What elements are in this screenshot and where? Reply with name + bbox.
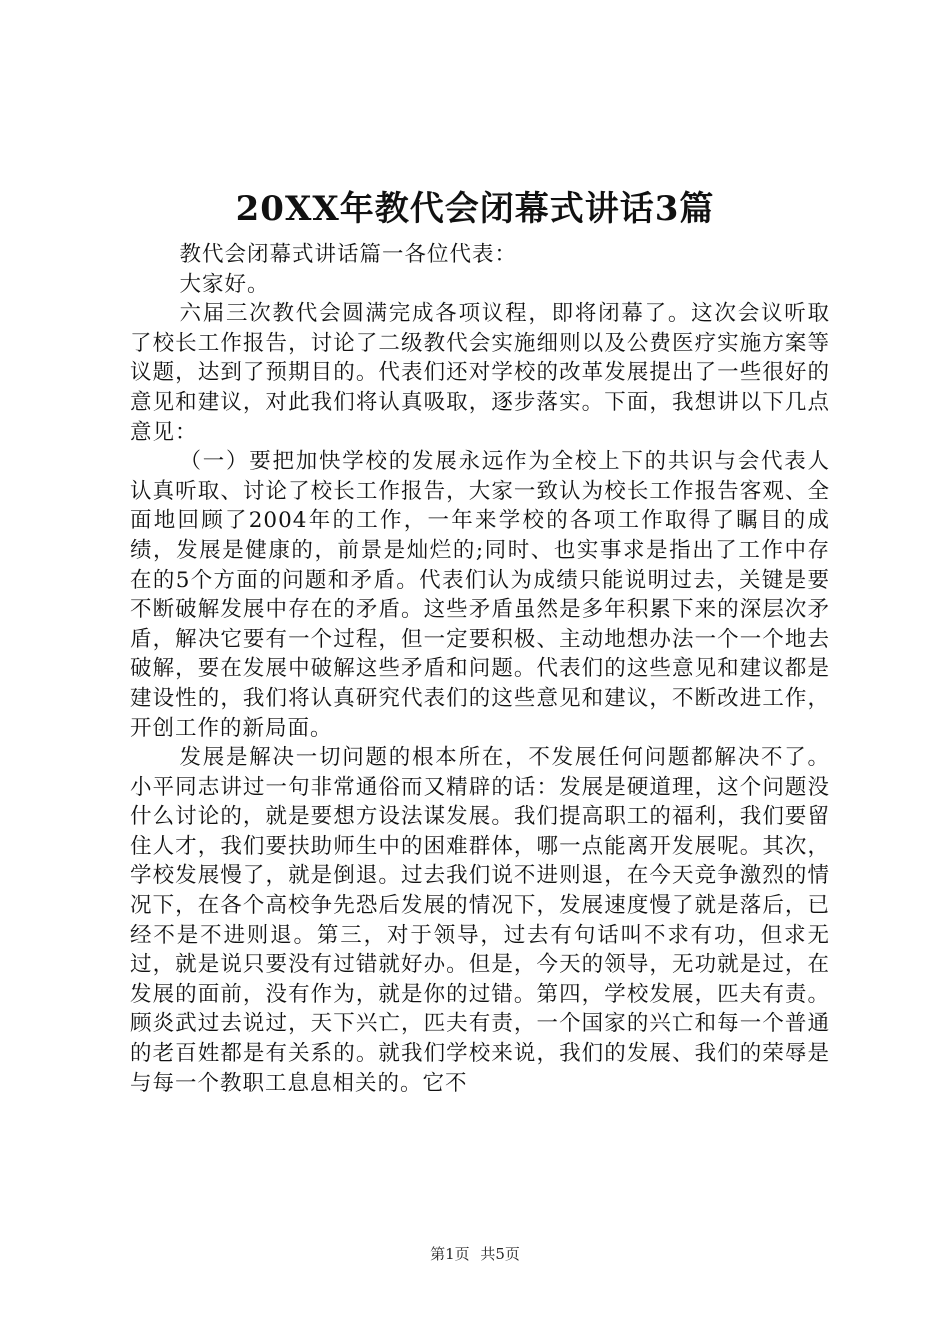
paragraph: （一）要把加快学校的发展永远作为全校上下的共识与会代表人认真听取、讨论了校长工作报告，大家一致认为校长工作报告客观、全面地回顾了2004年的工作，一年来学校的各项工作取得了瞩目的成绩，发展是健康的，前景是灿烂的;同时、也实事求是指出了工作中存在的5个方面的问题和矛盾。代表们认为成绩只能说明过去，关键是要不断破解发展中存在的矛盾。这些矛盾虽然是多年积累下来的深层次矛盾，解决它要有一个过程，但一定要积极、主动地想办法一个一个地去破解，要在发展中破解这些矛盾和问题。代表们的这些意见和建议都是建设性的，我们将认真研究代表们的这些意见和建议，不断改进工作，开创工作的新局面。 (130, 449, 830, 741)
page-number: 第1页 (430, 1245, 470, 1263)
document-title: 20XX年教代会闭幕式讲话3篇 (235, 189, 715, 229)
paragraph: 大家好。 (179, 271, 270, 297)
document-body (130, 240, 830, 1098)
paragraph: 发展是解决一切问题的根本所在，不发展任何问题都解决不了。小平同志讲过一句非常通俗而又精辟的话：发展是硬道理，这个问题没什么讨论的，就是要想方设法谋发展。我们提高职工的福利，我们要留住人才，我们要扶助师生中的困难群体，哪一点能离开发展呢。其次，学校发展慢了，就是倒退。过去我们说不进则退，在今天竞争激烈的情况下，在各个高校争先恐后发展的情况下，发展速度慢了就是落后，已经不是不进则退。第三，对于领导，过去有句话叫不求有功，但求无过，就是说只要没有过错就好办。但是，今天的领导，无功就是过，在发展的面前，没有作为，就是你的过错。第四，学校发展，匹夫有责。顾炎武过去说过，天下兴亡，匹夫有责，一个国家的兴亡和每一个普通的老百姓都是有关系的。就我们学校来说，我们的发展、我们的荣辱是与每一个教职工息息相关的。它不 (130, 745, 830, 1096)
page-footer (0, 1244, 950, 1264)
paragraph: 六届三次教代会圆满完成各项议程，即将闭幕了。这次会议听取了校长工作报告，讨论了二级教代会实施细则以及公费医疗实施方案等议题，达到了预期目的。代表们还对学校的改革发展提出了一些很好的意见和建议，对此我们将认真吸取，逐步落实。下面，我想讲以下几点意见： (130, 301, 830, 445)
page-total: 共5页 (480, 1245, 520, 1263)
paragraph: 教代会闭幕式讲话篇一各位代表： (179, 242, 517, 267)
